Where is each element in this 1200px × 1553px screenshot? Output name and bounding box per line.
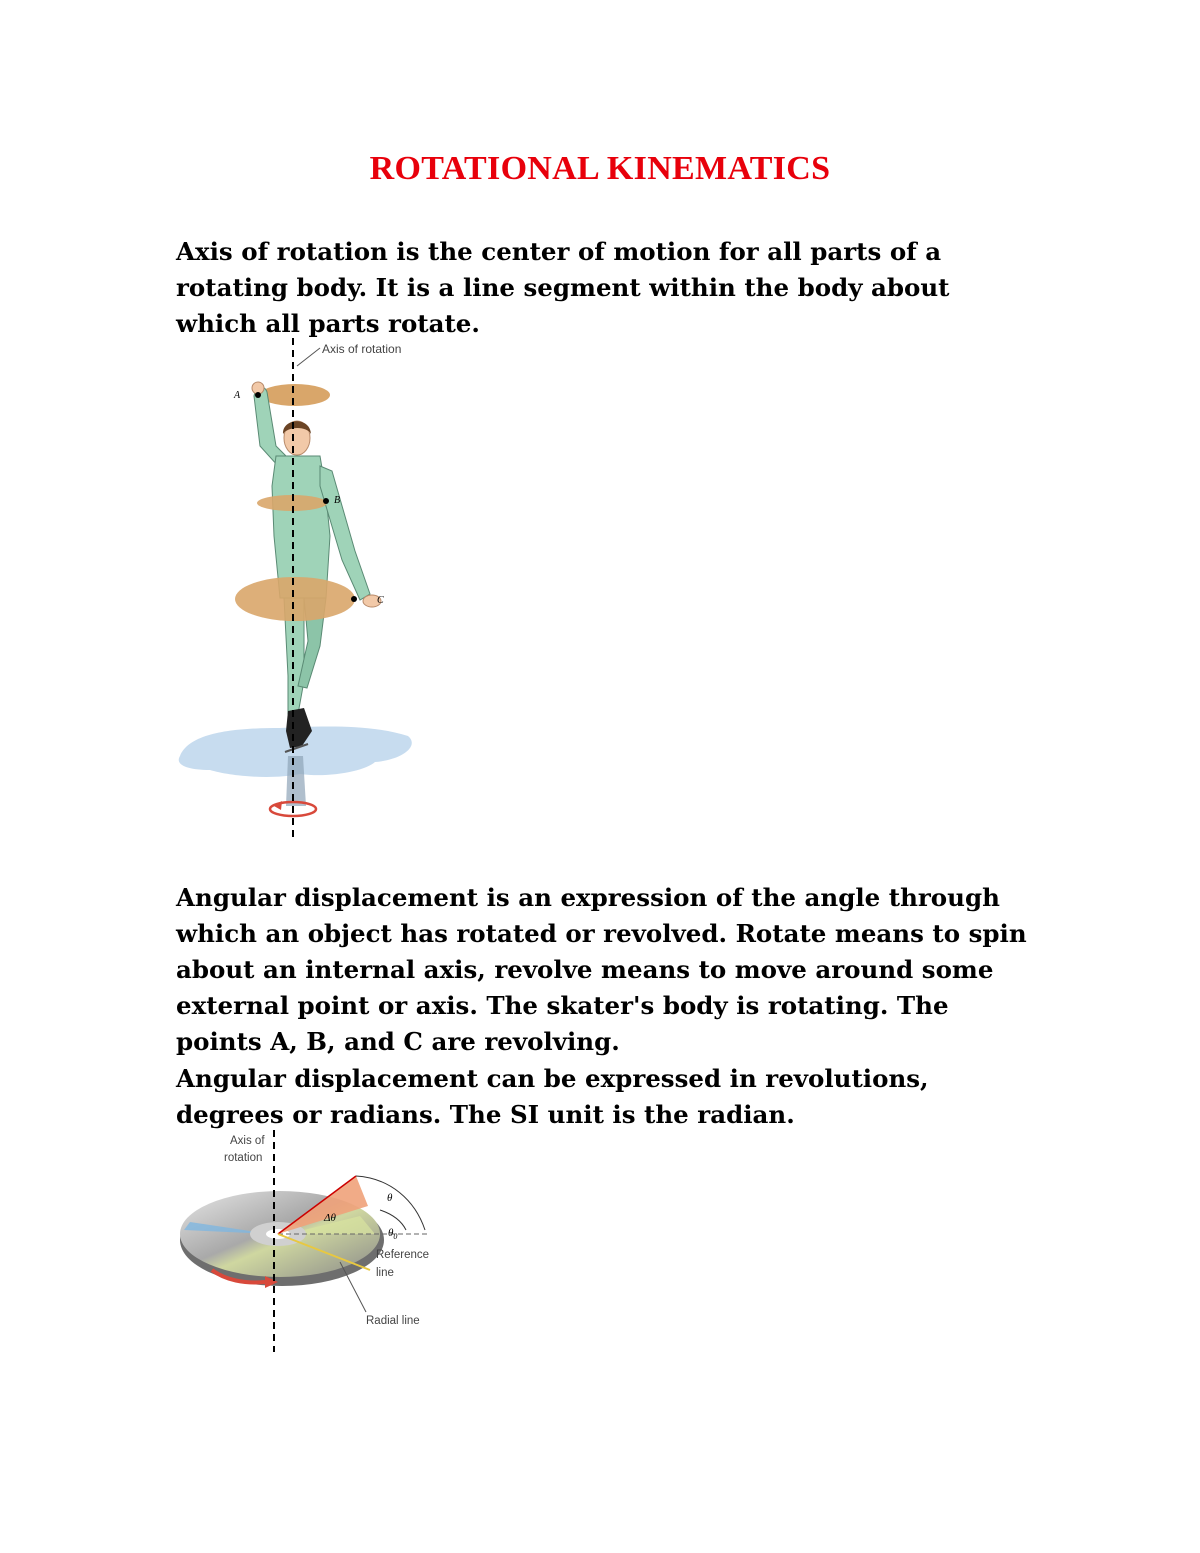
reference-line-label-1: Reference (376, 1249, 430, 1261)
paragraph-angular-displacement: Angular displacement is an expression of the angle through which an object has rotated or revolved. Rotate means to spin about an internal axis, revolve means to move around some external point or axis. The skater's body is rotating. The points A, B, and C are revolving. (176, 883, 1027, 1056)
axis-label-line1: Axis of (230, 1135, 265, 1147)
point-b-label: B (334, 495, 341, 506)
theta-label: θ (387, 1192, 393, 1204)
point-c (351, 596, 357, 602)
point-b (323, 498, 329, 504)
lower-rotation-disk (235, 577, 355, 621)
page-title: ROTATIONAL KINEMATICS (369, 150, 831, 187)
axis-label-line2: rotation (224, 1152, 263, 1164)
skater-reflection (286, 756, 306, 806)
paragraph-angular-units: Angular displacement can be expressed in revolutions, degrees or radians. The SI unit is the radian. (176, 1064, 929, 1129)
point-c-label: C (377, 595, 384, 606)
radial-line-label: Radial line (366, 1315, 420, 1327)
rotation-arrowhead (274, 801, 282, 810)
delta-theta-label: Δθ (324, 1212, 336, 1224)
axis-of-rotation-label: Axis of rotation (322, 342, 402, 356)
point-a (255, 392, 261, 398)
skater-figure (170, 336, 430, 846)
top-rotation-disk (260, 384, 330, 406)
reference-line-label-2: line (376, 1267, 394, 1279)
paragraph-axis-of-rotation: Axis of rotation is the center of motion for all parts of a rotating body. It is a line segment within the body about which all parts rotate. (176, 237, 950, 338)
point-a-label: A (234, 390, 241, 401)
axis-label-leader (297, 348, 320, 366)
theta-0-label: $\theta_0$ (388, 1227, 398, 1241)
disc-figure (170, 1130, 470, 1355)
